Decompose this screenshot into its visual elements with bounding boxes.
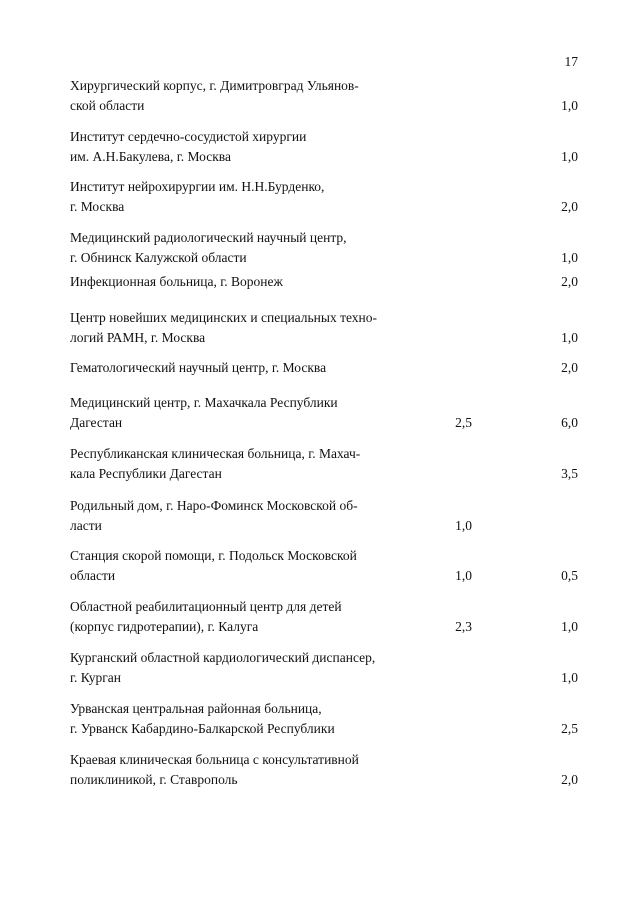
entry-value-col2: 2,0 (561, 274, 578, 289)
entry-name-line1: Курганский областной кардиологический диспансер, (70, 650, 376, 665)
entry-name-line2: кала Республики Дагестан (70, 466, 222, 481)
entry-name-line2: ской области (70, 98, 145, 113)
list-item (0, 649, 640, 689)
list-item (0, 700, 640, 740)
entry-name-line2: логий РАМН, г. Москва (70, 330, 206, 345)
entry-name-line1: Краевая клиническая больница с консультативной (70, 752, 359, 767)
list-item (0, 547, 640, 587)
entry-value-col1: 2,3 (455, 619, 472, 634)
entry-value-col2: 6,0 (561, 415, 578, 430)
list-item (0, 445, 640, 485)
entry-name-line2: ласти (70, 518, 102, 533)
entry-value-col2: 1,0 (561, 250, 578, 265)
entry-name-line1: Урванская центральная районная больница, (70, 701, 322, 716)
entry-name-line1: Областной реабилитационный центр для детей (70, 599, 342, 614)
entry-value-col2: 1,0 (561, 98, 578, 113)
entry-name-line1: Институт нейрохирургии им. Н.Н.Бурденко, (70, 179, 325, 194)
entry-name-line2: поликлиникой, г. Ставрополь (70, 772, 238, 787)
list-item (0, 598, 640, 638)
entry-name-line2: г. Москва (70, 199, 125, 214)
entry-value-col2: 0,5 (561, 568, 578, 583)
entry-name-line2: г. Урванск Кабардино-Балкарской Республики (70, 721, 335, 736)
entry-name-line2: (корпус гидротерапии), г. Калуга (70, 619, 259, 634)
entry-value-col2: 1,0 (561, 330, 578, 345)
entry-name-line1: Центр новейших медицинских и специальных техно- (70, 310, 378, 325)
entry-value-col2: 2,5 (561, 721, 578, 736)
entry-value-col1: 1,0 (455, 518, 472, 533)
entry-name-line1: Институт сердечно-сосудистой хирургии (70, 129, 307, 144)
list-item (0, 394, 640, 434)
entry-name-line1: Станция скорой помощи, г. Подольск Московской (70, 548, 357, 563)
entry-name-line1: Медицинский центр, г. Махачкала Республики (70, 395, 338, 410)
entry-value-col2: 2,0 (561, 360, 578, 375)
list-item (0, 77, 640, 117)
entry-name-line1: Гематологический научный центр, г. Москва (70, 360, 327, 375)
entry-value-col2: 1,0 (561, 149, 578, 164)
entry-value-col2: 3,5 (561, 466, 578, 481)
entry-name-line1: Хирургический корпус, г. Димитровград Ульянов- (70, 78, 359, 93)
entry-name-line2: области (70, 568, 116, 583)
entry-name-line2: Дагестан (70, 415, 123, 430)
entry-value-col2: 1,0 (561, 619, 578, 634)
entry-name-line2: г. Курган (70, 670, 122, 685)
list-item (0, 178, 640, 218)
entry-value-col1: 2,5 (455, 415, 472, 430)
list-item (0, 273, 640, 313)
list-item (0, 751, 640, 791)
entry-value-col1: 1,0 (455, 568, 472, 583)
entry-value-col2: 2,0 (561, 199, 578, 214)
list-item (0, 128, 640, 168)
entry-name-line1: Медицинский радиологический научный центр, (70, 230, 347, 245)
entry-value-col2: 2,0 (561, 772, 578, 787)
entry-name-line1: Родильный дом, г. Наро-Фоминск Московской об- (70, 498, 358, 513)
entry-value-col2: 1,0 (561, 670, 578, 685)
entry-name-line1: Инфекционная больница, г. Воронеж (70, 274, 283, 289)
list-item (0, 309, 640, 349)
list-item (0, 497, 640, 537)
list-item (0, 229, 640, 269)
entry-name-line2: г. Обнинск Калужской области (70, 250, 247, 265)
list-item (0, 359, 640, 399)
entry-name-line2: им. А.Н.Бакулева, г. Москва (70, 149, 231, 164)
entry-name-line1: Республиканская клиническая больница, г. Махач- (70, 446, 361, 461)
page-number: 17 (564, 54, 578, 69)
